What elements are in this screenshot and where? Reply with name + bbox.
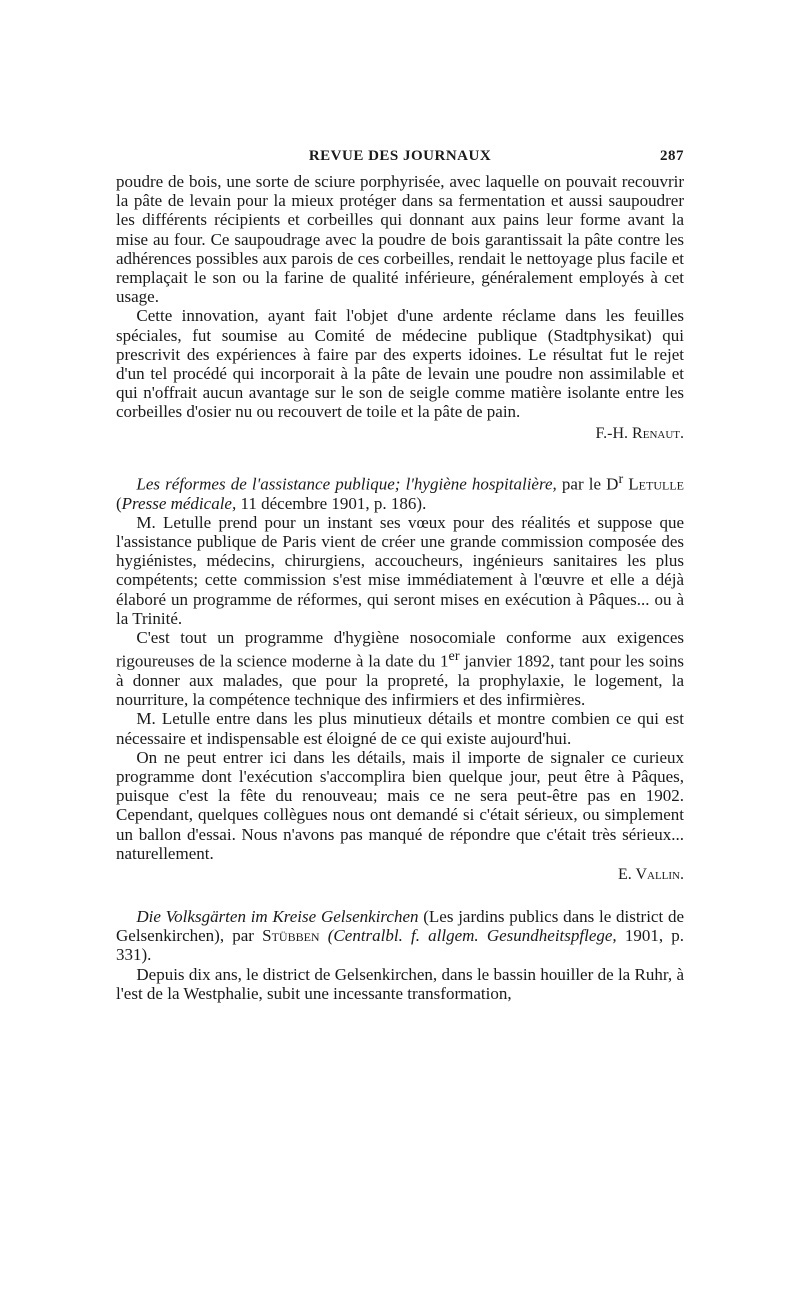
bibliographic-reference [116,470,684,513]
reference-journal: (Centralbl. f. allgem. Gesundheitspflege, [319,926,617,946]
reference-title: Les réformes de l'assistance publique; l'hygiène hospitalière, [136,474,557,494]
reference-author: Letulle [623,474,684,494]
article-bread-powder [116,172,684,444]
section-spacer [116,885,684,907]
paragraph: M. Letulle entre dans les plus minutieux détails et montre combien ce qui est nécessaire et indispensable est éloigné de ce qui existe aujourd'hui. [116,709,684,748]
author-signature: F.-H. Renaut. [595,424,684,442]
paragraph-text: janvier 1892, tant pour les soins à donner aux malades, que pour la propreté, la prophylaxie, le logement, la nourriture, la compétence technique des infirmiers et des infirmières. [116,651,684,710]
bibliographic-reference [116,907,684,965]
running-header [116,144,684,172]
article-assistance-publique [116,470,684,885]
running-title: REVUE DES JOURNAUX [308,148,492,164]
paragraph: Depuis dix ans, le district de Gelsenkirchen, dans le bassin houiller de la Ruhr, à l'est de la Westphalie, subit une incessante transformation, [116,964,684,1003]
reference-text: 1901, p. 331). [116,926,684,965]
paragraph: Cette innovation, ayant fait l'objet d'une ardente réclame dans les feuilles spéciales, fut soumise au Comité de médecine publique (Stadtphysikat) qui prescrivit des expériences à faire par des experts idoines. Le résultat fut le rejet d'un tel procédé qui incorporait à la pâte de levain une poudre non assimilable et qui n'offrait aucun avantage sur le son de seigle comme matière isolante entre les corbeilles d'osier nu ou recouvert de toile et la pâte de pain. [116,306,684,422]
article-volksgaerten [116,907,684,1003]
reference-text: ( [116,493,122,513]
superscript: er [448,648,460,665]
reference-title: Die Volksgärten im Kreise Gelsenkirchen [136,907,419,927]
reference-journal: Presse médicale, [121,493,237,513]
paragraph: poudre de bois, une sorte de sciure porphyrisée, avec laquelle on pouvait recouvrir la pâte de levain pour la mieux protéger dans sa fermentation et aussi saupoudrer les différents récipients et corbeilles qui donnant aux pains leur forme avant la mise au four. Ce saupoudrage avec la poudre de bois garantissait la pâte contre les adhérences possibles aux parois de ces corbeilles, rendait le nettoyage plus facile et remplaçait le son ou la farine de qualité inférieure, généralement employés à cet usage. [116,172,684,307]
paragraph-text: C'est tout un programme d'hygiène nosocomiale conforme aux exigences rigoureuses de la science moderne à la date du 1 [116,627,684,671]
reference-text: (Les jardins publics dans le district de Gelsenkirchen), par [116,907,684,946]
reference-text: par le D [556,474,619,494]
author-signature: E. Vallin. [617,866,684,884]
reference-author: Stübben [262,926,320,946]
section-spacer [116,444,684,470]
page-number: 287 [660,148,684,164]
paragraph [116,628,684,709]
paragraph: M. Letulle prend pour un instant ses vœux pour des réalités et suppose que l'assistance publique de Paris vient de créer une grande commission composée des hygiénistes, médecins, chirurgiens, accoucheurs, ingénieurs sanitaires les plus compétents; cette commission s'est mise immédiatement à l'œuvre et elle a déjà élaboré un programme de réformes, qui seront mises en exécution à Pâques... ou à la Trinité. [116,512,684,628]
superscript: r [618,470,624,487]
paragraph: On ne peut entrer ici dans les détails, mais il importe de signaler ce curieux programme dont l'exécution s'accomplira bien quelque jour, peut être à Pâques, puisque c'est la fête du renouveau; mais ce ne sera peut-être pas en 1902. Cependant, quelques collègues nous ont demandé si c'était sérieux, ou simplement un ballon d'essai. Nous n'avons pas manqué de répondre que c'était très sérieux... naturellement. [116,747,684,863]
reference-text: 11 décembre 1901, p. 186). [236,493,427,513]
